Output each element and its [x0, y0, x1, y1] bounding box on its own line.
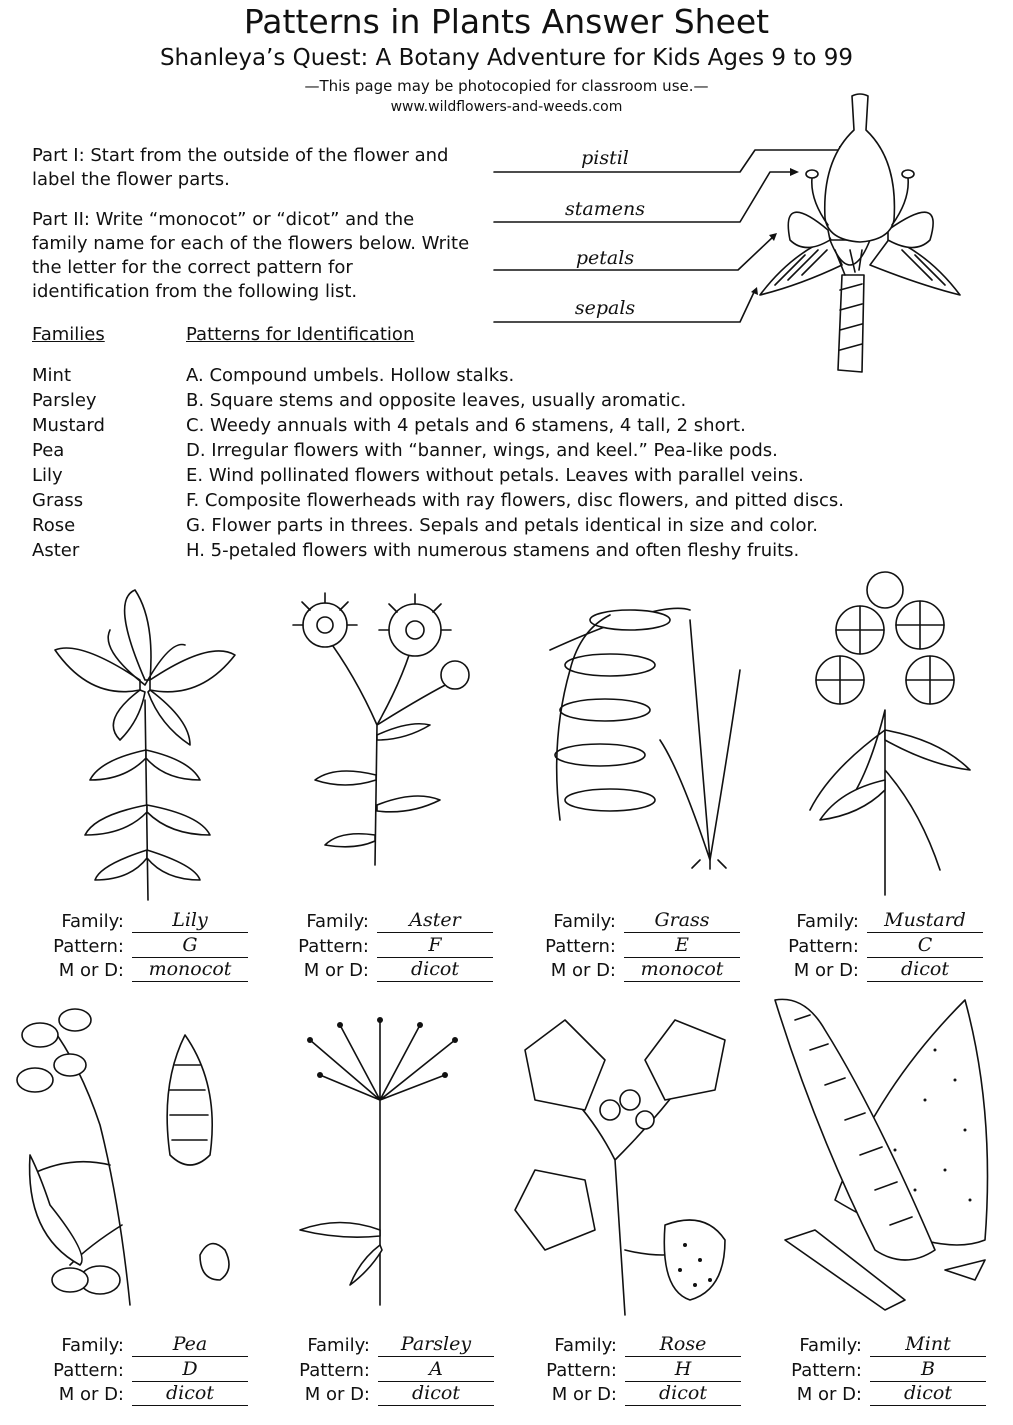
- m-or-d-label: M or D:: [793, 960, 859, 981]
- answer-block-rose: [503, 1334, 743, 1408]
- copy-note: —This page may be photocopied for classroom use.—: [304, 77, 709, 95]
- lily-illustration: [40, 580, 250, 910]
- m-or-d-answer[interactable]: dicot: [132, 1381, 248, 1406]
- label-sepals: sepals: [574, 297, 636, 319]
- m-or-d-label: M or D:: [58, 960, 124, 981]
- list-item: Mint: [32, 365, 71, 386]
- answer-block-lily: [10, 910, 250, 984]
- m-or-d-label: M or D:: [550, 960, 616, 981]
- answer-block-aster: [255, 910, 495, 984]
- family-answer[interactable]: Mint: [870, 1332, 986, 1357]
- list-item: D. Irregular flowers with “banner, wings, and keel.” Pea-like pods.: [186, 440, 778, 461]
- m-or-d-answer[interactable]: dicot: [870, 1381, 986, 1406]
- family-answer[interactable]: Aster: [377, 908, 493, 933]
- family-label: Family:: [554, 1335, 617, 1356]
- family-answer[interactable]: Parsley: [378, 1332, 494, 1357]
- label-pistil: pistil: [581, 147, 629, 169]
- pattern-answer[interactable]: D: [132, 1357, 248, 1382]
- mint-illustration: [755, 990, 1000, 1320]
- part2-instructions: Part II: Write “monocot” or “dicot” and the family name for each of the flowers below. Write the letter for the correct pattern for identification from the following list.: [32, 209, 470, 302]
- parsley-illustration: [280, 1010, 480, 1310]
- list-item: G. Flower parts in threes. Sepals and petals identical in size and color.: [186, 515, 818, 536]
- pattern-answer[interactable]: B: [870, 1357, 986, 1382]
- pattern-label: Pattern:: [299, 1359, 370, 1381]
- list-item: Pea: [32, 440, 65, 461]
- pattern-label: Pattern:: [791, 1359, 862, 1381]
- family-label: Family:: [307, 1335, 370, 1356]
- pattern-answer[interactable]: C: [867, 933, 983, 958]
- m-or-d-label: M or D:: [58, 1384, 124, 1405]
- list-item: E. Wind pollinated flowers without petals. Leaves with parallel veins.: [186, 465, 804, 486]
- family-label: Family:: [796, 911, 859, 932]
- aster-illustration: [265, 575, 485, 875]
- m-or-d-label: M or D:: [304, 1384, 370, 1405]
- patterns-heading: Patterns for Identification: [186, 324, 415, 345]
- m-or-d-label: M or D:: [303, 960, 369, 981]
- pattern-answer[interactable]: G: [132, 933, 248, 958]
- m-or-d-answer[interactable]: dicot: [378, 1381, 494, 1406]
- pattern-label: Pattern:: [53, 1359, 124, 1381]
- m-or-d-label: M or D:: [796, 1384, 862, 1405]
- flower-diagram: [490, 90, 990, 390]
- pattern-answer[interactable]: F: [377, 933, 493, 958]
- family-label: Family:: [61, 911, 124, 932]
- answer-block-grass: [502, 910, 742, 984]
- pattern-label: Pattern:: [546, 1359, 617, 1381]
- list-item: Rose: [32, 515, 76, 536]
- list-item: F. Composite flowerheads with ray flowers, disc flowers, and pitted discs.: [186, 490, 844, 511]
- list-item: Mustard: [32, 415, 105, 436]
- family-answer[interactable]: Pea: [132, 1332, 248, 1357]
- family-answer[interactable]: Grass: [624, 908, 740, 933]
- m-or-d-answer[interactable]: dicot: [377, 957, 493, 982]
- pattern-answer[interactable]: H: [625, 1357, 741, 1382]
- label-petals: petals: [575, 247, 635, 269]
- pattern-label: Pattern:: [298, 935, 369, 957]
- list-item: A. Compound umbels. Hollow stalks.: [186, 365, 515, 386]
- list-item: Aster: [32, 540, 80, 561]
- list-item: C. Weedy annuals with 4 petals and 6 stamens, 4 tall, 2 short.: [186, 415, 746, 436]
- grass-illustration: [540, 590, 750, 870]
- family-answer[interactable]: Rose: [625, 1332, 741, 1357]
- pattern-label: Pattern:: [788, 935, 859, 957]
- family-label: Family:: [553, 911, 616, 932]
- label-stamens: stamens: [565, 198, 645, 220]
- website-url: www.wildflowers-and-weeds.com: [390, 99, 623, 115]
- list-item: Lily: [32, 465, 63, 486]
- patterns-list: [186, 363, 844, 563]
- mustard-illustration: [790, 570, 1000, 900]
- family-label: Family:: [61, 1335, 124, 1356]
- family-answer[interactable]: Mustard: [867, 908, 983, 933]
- list-item: Parsley: [32, 390, 97, 411]
- m-or-d-answer[interactable]: monocot: [624, 957, 740, 982]
- answer-block-mustard: [745, 910, 985, 984]
- answer-block-parsley: [256, 1334, 496, 1408]
- pattern-answer[interactable]: A: [378, 1357, 494, 1382]
- pattern-label: Pattern:: [53, 935, 124, 957]
- m-or-d-answer[interactable]: dicot: [867, 957, 983, 982]
- family-answer[interactable]: Lily: [132, 908, 248, 933]
- m-or-d-label: M or D:: [551, 1384, 617, 1405]
- m-or-d-answer[interactable]: dicot: [625, 1381, 741, 1406]
- answer-block-pea: [10, 1334, 250, 1408]
- list-item: Grass: [32, 490, 84, 511]
- part1-instructions: Part I: Start from the outside of the flower and label the flower parts.: [32, 145, 449, 190]
- pattern-answer[interactable]: E: [624, 933, 740, 958]
- family-label: Family:: [306, 911, 369, 932]
- m-or-d-answer[interactable]: monocot: [132, 957, 248, 982]
- list-item: B. Square stems and opposite leaves, usually aromatic.: [186, 390, 687, 411]
- pattern-label: Pattern:: [545, 935, 616, 957]
- answer-block-mint: [748, 1334, 988, 1408]
- rose-illustration: [505, 1000, 745, 1320]
- families-list: [32, 363, 105, 563]
- family-label: Family:: [799, 1335, 862, 1356]
- page-title: Patterns in Plants Answer Sheet: [243, 2, 770, 41]
- page-subtitle: Shanleya’s Quest: A Botany Adventure for Kids Ages 9 to 99: [159, 45, 854, 71]
- list-item: H. 5-petaled flowers with numerous stamens and often fleshy fruits.: [186, 540, 800, 561]
- families-heading: Families: [32, 324, 105, 345]
- pea-illustration: [10, 1005, 250, 1315]
